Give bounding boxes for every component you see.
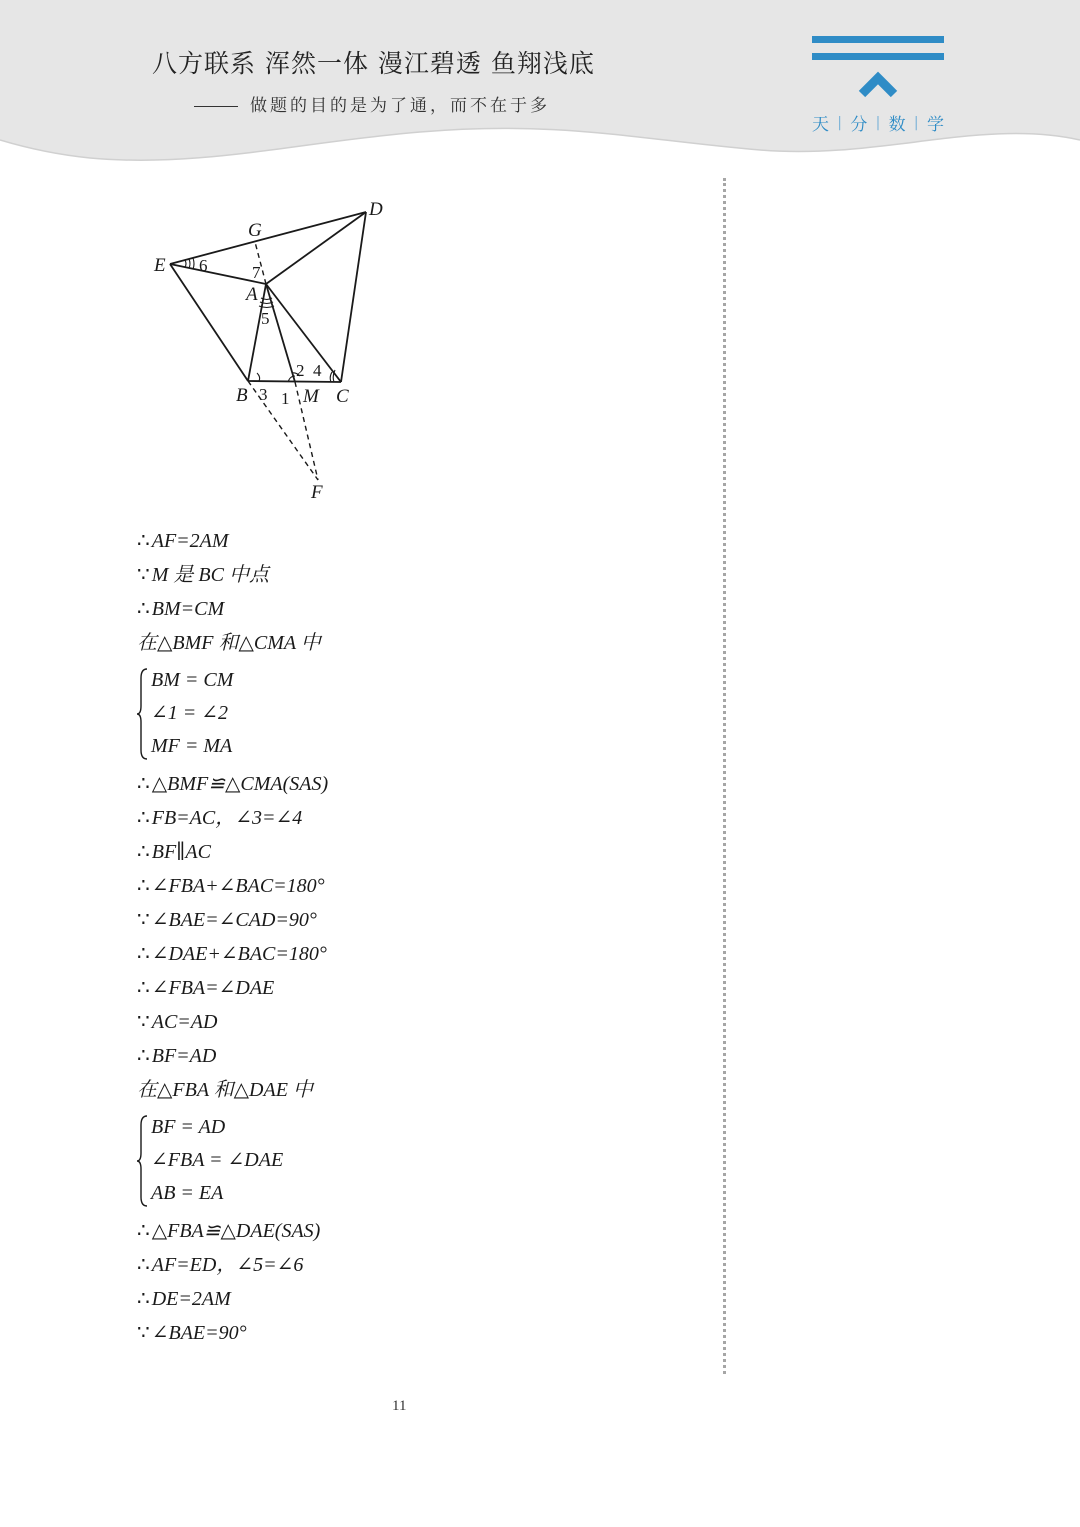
proof-statement: 在△FBA 和△DAE 中 (137, 1079, 313, 1101)
label-C: C (336, 386, 349, 407)
therefore-symbol: ∴ (137, 1288, 150, 1310)
proof-line (137, 1282, 697, 1316)
proof-line (137, 971, 697, 1005)
therefore-symbol: ∴ (137, 598, 150, 620)
label-E: E (154, 255, 166, 276)
proof-line (137, 937, 697, 971)
proof-line (137, 626, 697, 660)
column-divider (723, 178, 726, 1374)
angle-arc-6 (193, 258, 194, 269)
proof-statement: BM=CM (151, 598, 225, 620)
proof-statement: BF∥AC (151, 841, 211, 863)
proof-statement: M 是 BC 中点 (151, 564, 269, 586)
label-A: A (246, 284, 258, 305)
angle-label-7: 7 (252, 263, 261, 282)
angle-arc-6 (189, 259, 190, 268)
therefore-symbol: ∴ (137, 977, 150, 999)
segment-AD (266, 212, 366, 284)
proof-statement: △BMF≌△CMA(SAS) (151, 773, 329, 795)
segment-EB (170, 264, 248, 381)
proof-statement: FB=AC，∠3=∠4 (151, 807, 303, 829)
therefore-symbol: ∴ (137, 530, 150, 552)
label-B: B (236, 385, 248, 406)
proof-line (137, 1316, 697, 1350)
proof-line (137, 835, 697, 869)
left-brace-icon (137, 668, 149, 760)
system-row: MF = MA (151, 735, 233, 757)
segment-BC (248, 381, 341, 382)
angle-arc-4 (330, 372, 332, 382)
brand-char: 天 (812, 115, 829, 135)
brand-char: 数 (888, 115, 906, 135)
proof-statement: ∠BAE=90° (151, 1322, 247, 1344)
proof-line (137, 1248, 697, 1282)
label-D: D (369, 199, 383, 220)
brand-separator: | (913, 114, 919, 131)
angle-arc-6 (185, 260, 186, 267)
proof-statement: ∠DAE+∠BAC=180° (151, 943, 327, 965)
brand-name (812, 110, 944, 135)
label-F: F (311, 482, 323, 503)
proof-line (137, 869, 697, 903)
proof-statement: AC=AD (151, 1011, 218, 1033)
proof-statement: 在△BMF 和△CMA 中 (137, 632, 321, 654)
because-symbol: ∵ (137, 564, 150, 586)
proof-statement: DE=2AM (151, 1288, 231, 1310)
submotto-dash (194, 106, 238, 107)
brand-separator: | (875, 114, 881, 131)
left-brace-icon (137, 1115, 149, 1207)
label-M: M (303, 386, 319, 407)
equation-system (137, 664, 697, 763)
brand-char: 学 (926, 115, 944, 135)
proof-line (137, 1039, 697, 1073)
system-row: ∠1 = ∠2 (151, 702, 229, 724)
equation-system (137, 1111, 697, 1210)
proof-line (137, 903, 697, 937)
proof-statement: ∠FBA=∠DAE (151, 977, 275, 999)
therefore-symbol: ∴ (137, 1045, 150, 1067)
proof-text (137, 524, 697, 1350)
proof-statement: BF=AD (151, 1045, 217, 1067)
proof-statement: △FBA≌△DAE(SAS) (151, 1220, 321, 1242)
angle-label-6: 6 (199, 256, 208, 275)
proof-line (137, 558, 697, 592)
angle-label-4: 4 (313, 361, 322, 380)
angle-label-3: 3 (259, 385, 268, 404)
stripes-chevron-icon (812, 36, 944, 100)
proof-line (137, 1005, 697, 1039)
angle-arc-5 (261, 298, 272, 300)
proof-line (137, 801, 697, 835)
system-row: BF = AD (151, 1116, 226, 1138)
system-row: AB = EA (151, 1182, 224, 1204)
therefore-symbol: ∴ (137, 1220, 150, 1242)
proof-statement: AF=2AM (151, 530, 229, 552)
therefore-symbol: ∴ (137, 773, 150, 795)
proof-line (137, 592, 697, 626)
geometry-figure (140, 190, 410, 510)
therefore-symbol: ∴ (137, 841, 150, 863)
proof-line (137, 1073, 697, 1107)
proof-statement: ∠BAE=∠CAD=90° (151, 909, 317, 931)
system-row: ∠FBA = ∠DAE (151, 1149, 284, 1171)
header-motto: 八方联系 浑然一体 漫江碧透 鱼翔浅底 (152, 49, 595, 78)
because-symbol: ∵ (137, 909, 150, 931)
header-submotto (194, 91, 550, 116)
page-number: 11 (392, 1398, 407, 1414)
angle-label-2: 2 (296, 361, 305, 380)
angle-label-1: 1 (281, 389, 290, 408)
segment-DC (341, 212, 366, 382)
proof-statement: AF=ED，∠5=∠6 (151, 1254, 304, 1276)
proof-statement: ∠FBA+∠BAC=180° (151, 875, 325, 897)
label-G: G (248, 220, 262, 241)
angle-arc-3 (257, 373, 260, 381)
angle-label-5: 5 (261, 309, 270, 328)
because-symbol: ∵ (137, 1322, 150, 1344)
submotto-text: 做题的目的是为了通，而不在于多 (250, 96, 550, 116)
because-symbol: ∵ (137, 1011, 150, 1033)
therefore-symbol: ∴ (137, 807, 150, 829)
brand-separator: | (837, 114, 843, 131)
therefore-symbol: ∴ (137, 943, 150, 965)
proof-line (137, 767, 697, 801)
system-row: BM = CM (151, 669, 234, 691)
proof-line (137, 1214, 697, 1248)
therefore-symbol: ∴ (137, 875, 150, 897)
brand-char: 分 (850, 115, 868, 135)
proof-line (137, 524, 697, 558)
therefore-symbol: ∴ (137, 1254, 150, 1276)
